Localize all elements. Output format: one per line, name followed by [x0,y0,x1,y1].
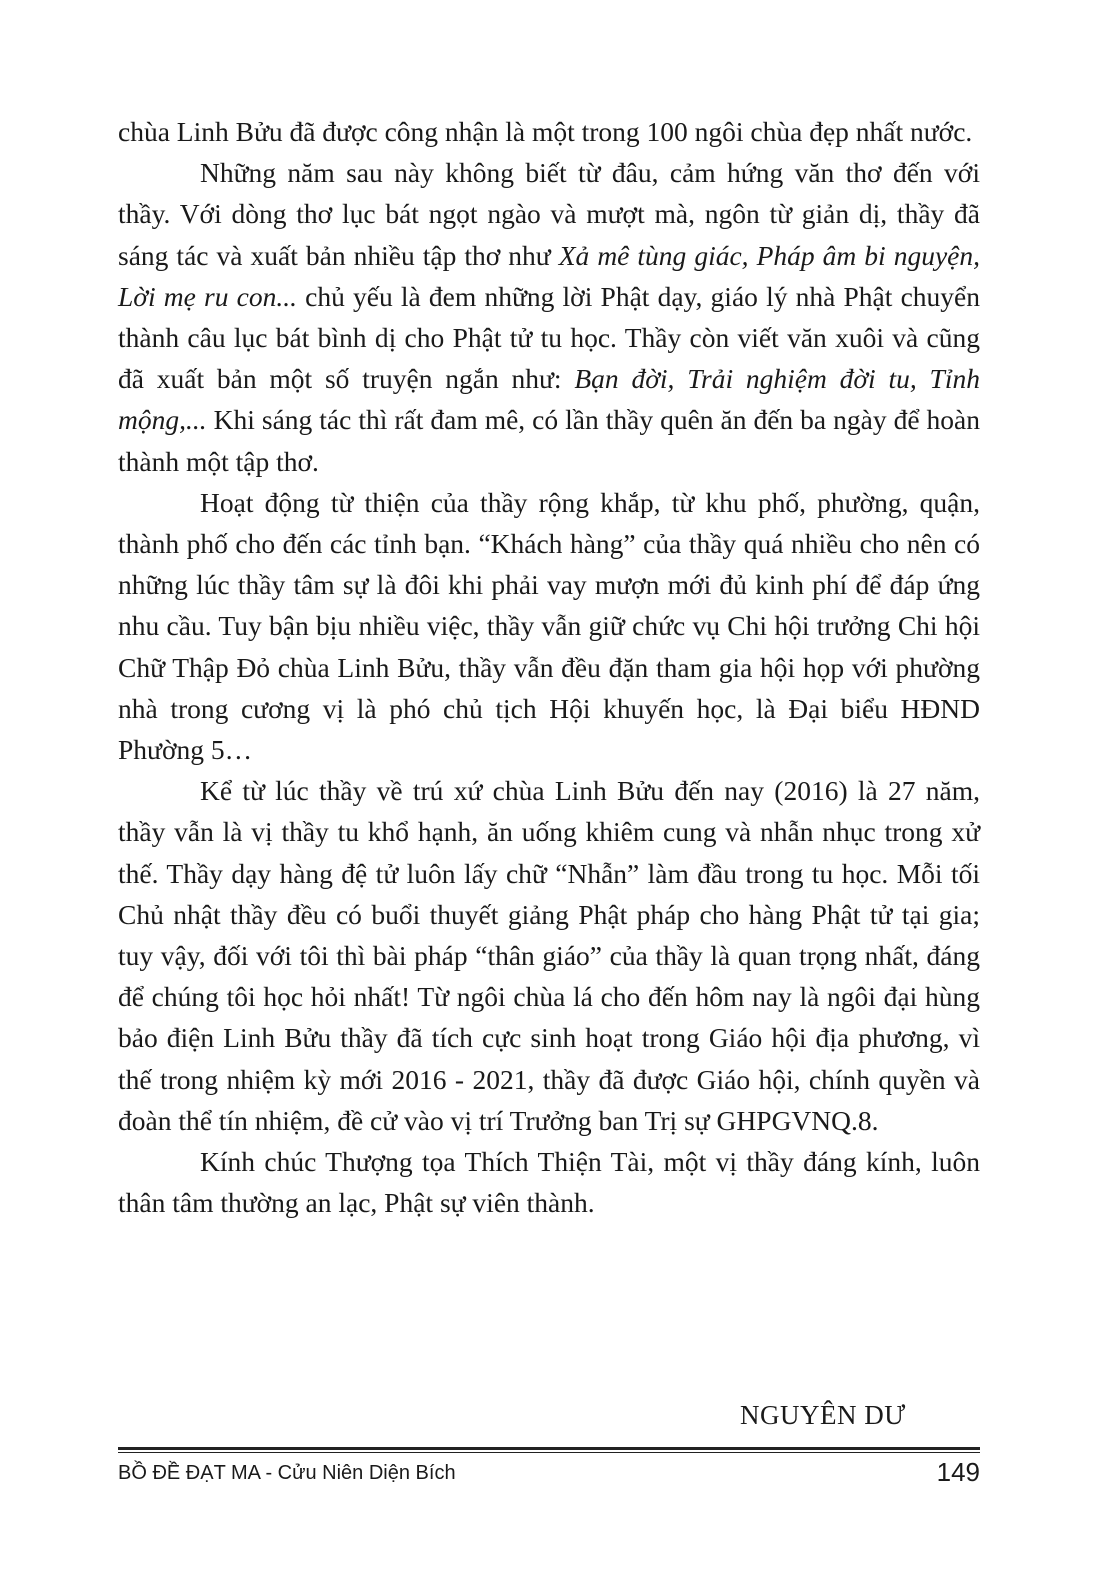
paragraph [118,152,980,482]
author-signature: NGUYÊN DƯ [740,1400,906,1430]
paragraph-text: chủ yếu là đem những lời Phật dạy, giáo lý nhà Phật chuyển thành câu lục bát bình dị cho Phật tử tu học. Thầy còn viết văn xuôi và cũng đã xuất bản một số truyện ngắn như: [118,280,980,395]
paragraph-text: Kể từ lúc thầy về trú xứ chùa Linh Bửu đến nay (2016) là 27 năm, thầy vẫn là vị thầy tu khổ hạnh, ăn uống khiêm cung và nhẫn nhục trong xử thế. Thầy dạy hàng đệ tử luôn lấy chữ “Nhẫn” làm đầu trong tu học. Mỗi tối Chủ nhật thầy đều có buổi thuyết giảng Phật pháp cho hàng Phật tử tại gia; tuy vậy, đối với tôi thì bài pháp “thân giáo” của thầy là quan trọng nhất, đáng để chúng tôi học hỏi nhất! Từ ngôi chùa lá cho đến hôm nay là ngôi đại hùng bảo điện Linh Bửu thầy đã tích cực sinh hoạt trong Giáo hội địa phương, vì thế trong nhiệm kỳ mới 2016 - 2021, thầy đã được Giáo hội, chính quyền và đoàn thể tín nhiệm, đề cử vào vị trí Trưởng ban Trị sự GHPGVNQ.8. [118,775,980,1136]
paragraph-text: Hoạt động từ thiện của thầy rộng khắp, từ khu phố, phường, quận, thành phố cho đến các tỉnh bạn. “Khách hàng” của thầy quá nhiều cho nên có những lúc thầy tâm sự là đôi khi phải vay mượn mới đủ kinh phí để đáp ứng nhu cầu. Tuy bận bịu nhiều việc, thầy vẫn giữ chức vụ Chi hội trưởng Chi hội Chữ Thập Đỏ chùa Linh Bửu, thầy vẫn đều đặn tham gia hội họp với phường nhà trong cương vị là phó chủ tịch Hội khuyến học, là Đại biểu HĐND Phường 5… [118,486,980,766]
paragraph [118,1141,980,1223]
body-text [118,111,980,1223]
paragraph-text: Kính chúc Thượng tọa Thích Thiện Tài, một vị thầy đáng kính, luôn thân tâm thường an lạc, Phật sự viên thành. [118,1146,980,1219]
italic-title-text: Xả mê tùng giác, Pháp âm bi nguyện, Lời mẹ ru con... [118,239,981,312]
paragraph-text: Những năm sau này không biết từ đâu, cảm hứng văn thơ đến với thầy. Với dòng thơ lục bát ngọt ngào và mượt mà, ngôn từ giản dị, thầy đã sáng tác và xuất bản nhiều tập thơ như [118,157,980,271]
running-footer-title: BỒ ĐỀ ĐẠT MA - Cửu Niên Diện Bích [118,1462,456,1484]
paragraph [118,111,980,152]
paragraph-text: Khi sáng tác thì rất đam mê, có lần thầy quên ăn đến ba ngày để hoàn thành một tập thơ. [118,404,980,477]
footer-rule-thin [118,1452,980,1453]
page-number: 149 [936,1457,980,1487]
paragraph-text: chùa Linh Bửu đã được công nhận là một trong 100 ngôi chùa đẹp nhất nước. [118,116,973,147]
paragraph [118,482,980,770]
italic-title-text: Bạn đời, Trải nghiệm đời tu, Tỉnh mộng,... [118,363,980,436]
paragraph [118,770,980,1141]
footer-rule-thick [118,1447,980,1450]
